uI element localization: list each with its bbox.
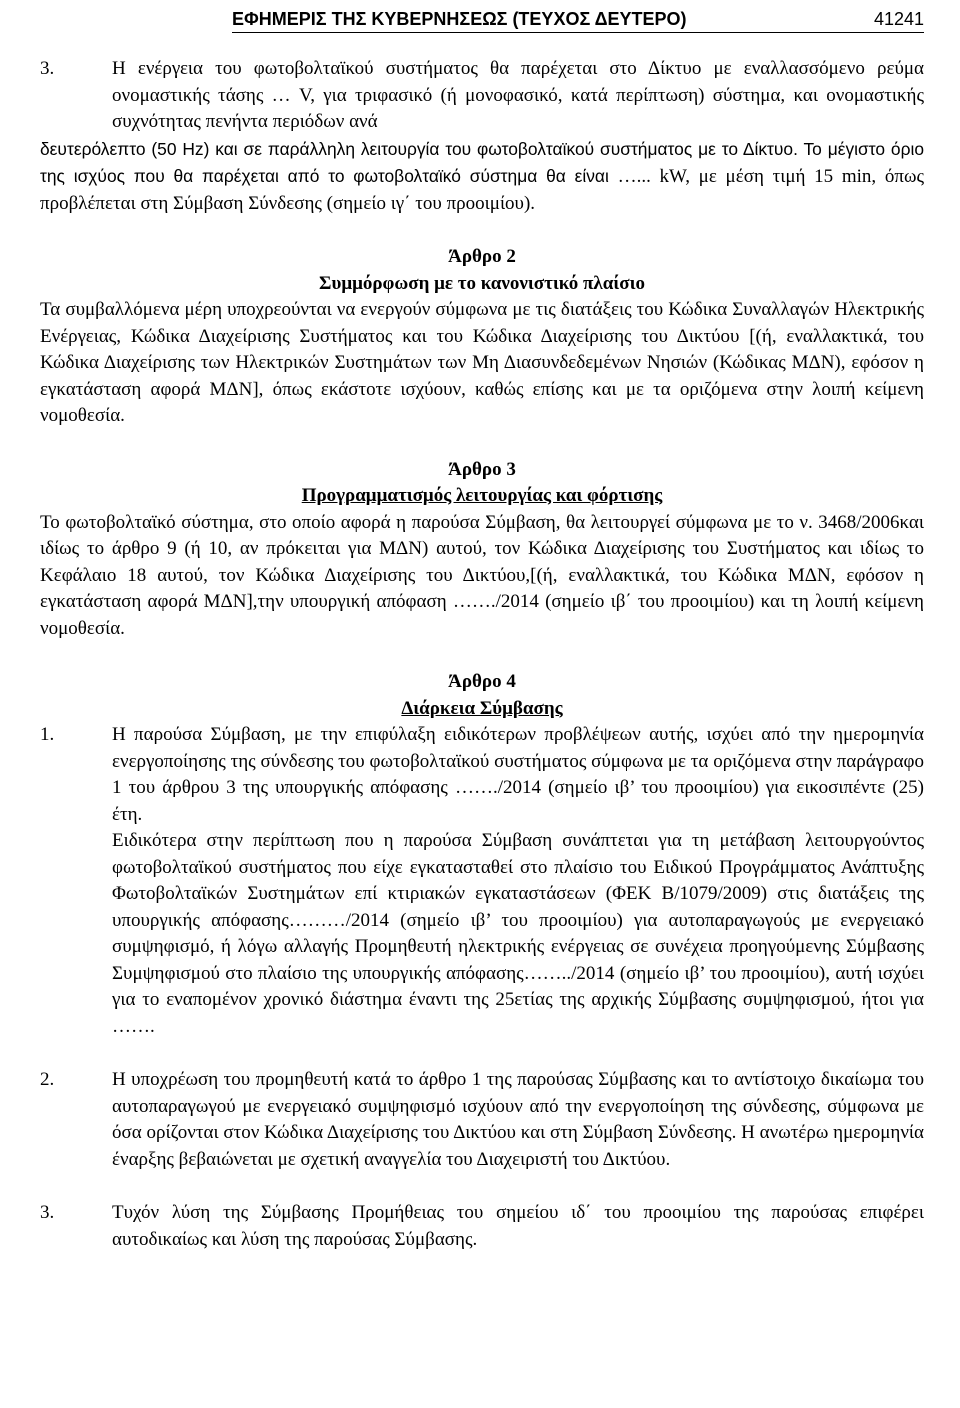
article-2-heading: Άρθρο 2 [448,246,516,267]
article-4-item-1 [40,722,924,1040]
item-number: 2. [40,1069,55,1090]
article-2-title: Συμμόρφωση με το κανονιστικό πλαίσιο [319,272,645,294]
item-2-text: Η υποχρέωση του προμηθευτή κατά το άρθρο 1 της παρούσας Σύμβασης και το αντίστοιχο δικαίωμα του αυτοπαραγωγού με ενεργειακό συμψηφισμό ισχύουν από την ενεργοποίηση της σύνδεσης, σύμφωνα με όσα ορίζονται στον Κώδικα Διαχείρισης του Δικτύου και στη Σύμβαση Σύνδεσης. Η ανωτέρω ημερομηνία έναρξης βεβαιώνεται με σχετική αναγγελία του Διαχειριστή του Δικτύου. [112,1069,924,1170]
intro-text-c: …... kW, με μέση τιμή 15 min, όπως προβλέπεται στη Σύμβαση Σύνδεσης (σημείο ιγ΄ του προοιμίου). [40,166,925,214]
intro-item-3 [40,56,924,136]
intro-text-b: δευτερόλεπτο (50 Hz) και σε παράλληλη λειτουργία του φωτοβολταϊκού συστήματος με το Δίκτυο. Το μέγιστο όριο της ισχύος που θα παρέχεται από το φωτοβολταϊκό σύστημα θα είναι [40,138,924,186]
item-1-text-continued: Ειδικότερα στην περίπτωση που η παρούσα Σύμβαση συνάπτεται για τη μετάβαση λειτουργούντος φωτοβολταϊκού συστήματος που είχε εγκατασταθεί στο πλαίσιο του Ειδικού Προγράμματος Ανάπτυξης Φωτοβολταϊκών Συστημάτων επί κτιριακών εγκαταστάσεων (ΦΕΚ Β/1079/2009) στις διατάξεις της υπουργικής απόφασης………/2014 (σημείο ιβ’ του προοιμίου) για αυτοπαραγωγούς με ενεργειακό συμψηφισμό, ή λόγω αλλαγής Προμηθευτή ηλεκτρικής ενέργειας σε συνέχεια προηγούμενης Σύμβασης Συμψηφισμού στο πλαίσιο της υπουργικής απόφασης……../2014 (σημείο ιβ’ του προοιμίου), αυτή ισχύει για το εναπομένον χρονικό διάστημα έναντι της 25ετίας της αρχικής Σύμβασης συμψηφισμού, ήτοι για ……. [112,830,924,1037]
article-4-title: Διάρκεια Σύμβασης [401,697,563,719]
gazette-title: ΕΦΗΜΕΡΙΣ ΤΗΣ ΚΥΒΕΡΝΗΣΕΩΣ (ΤΕΥΧΟΣ ΔΕΥΤΕΡΟ) [232,9,687,29]
article-2-body: Τα συμβαλλόμενα μέρη υποχρεούνται να ενεργούν σύμφωνα με τις διατάξεις του Κώδικα Συναλλαγών Ηλεκτρικής Ενέργειας, Κώδικα Διαχείρισης Συστήματος και του Κώδικα Διαχείρισης του Δικτύου [(ή, εναλλακτικά, του Κώδικα Διαχείρισης των Ηλεκτρικών Συστημάτων των Μη Διασυνδεδεμένων Νησιών (Κώδικας ΜΔΝ), εφόσον η εγκατάσταση αφορά ΜΔΝ], όπως εκάστοτε ισχύουν, καθώς επίσης και με τα οριζόμενα στην λοιπή κείμενη νομοθεσία. [40,299,924,426]
article-4-heading: Άρθρο 4 [448,671,516,692]
item-number: 1. [40,724,55,745]
article-3-body: Το φωτοβολταϊκό σύστημα, στο οποίο αφορά η παρούσα Σύμβαση, θα λειτουργεί σύμφωνα με το ν. 3468/2006και ιδίως το άρθρο 9 (ή 10, αν πρόκειται για ΜΔΝ) αυτού, τον Κώδικα Διαχείρισης του Συστήματος και ιδίως το Κεφάλαιο 18 αυτού, τον Κώδικα Διαχείρισης του Δικτύου,[(ή, εναλλακτικά, του Κώδικα ΜΔΝ, εφόσον η εγκατάσταση αφορά ΜΔΝ],την υπουργική απόφαση ……./2014 (σημείο ιβ΄ του προοιμίου) και τη λοιπή κείμενη νομοθεσία. [40,511,924,639]
item-number: 3. [40,58,55,79]
item-1-text: Η παρούσα Σύμβαση, με την επιφύλαξη ειδικότερων προβλέψεων αυτής, ισχύει από την ημερομηνία ενεργοποίησης της σύνδεσης του φωτοβολταϊκού συστήματος σύμφωνα με τα οριζόμενα στην παράγραφο 1 του άρθρου 3 της υπουργικής απόφασης ……./2014 (σημείο ιβ’ του προοιμίου) για εικοσιπέντε (25) έτη. [112,724,924,825]
intro-text-a: Η ενέργεια του φωτοβολταϊκού συστήματος θα παρέχεται στο Δίκτυο με εναλλασσόμενο ρεύμα ονομαστικής τάσης … V, για τριφασικό (ή μονοφασικό, κατά περίπτωση) σύστημα, και ονομαστικής συχνότητας πενήντα περιόδων ανά [112,58,924,132]
item-number: 3. [40,1202,55,1223]
running-header [232,0,924,33]
page-number: 41241 [873,9,924,29]
article-3-title: Προγραμματισμός λειτουργίας και φόρτισης [301,485,663,506]
item-3-text: Τυχόν λύση της Σύμβασης Προμήθειας του σημείου ιδ΄ του προοιμίου της παρούσας επιφέρει αυτοδικαίως και λύση της παρούσας Σύμβασης. [112,1202,924,1250]
article-3-heading: Άρθρο 3 [448,458,516,480]
article-4-item-2 [40,1067,924,1173]
article-4-item-3 [40,1200,924,1253]
